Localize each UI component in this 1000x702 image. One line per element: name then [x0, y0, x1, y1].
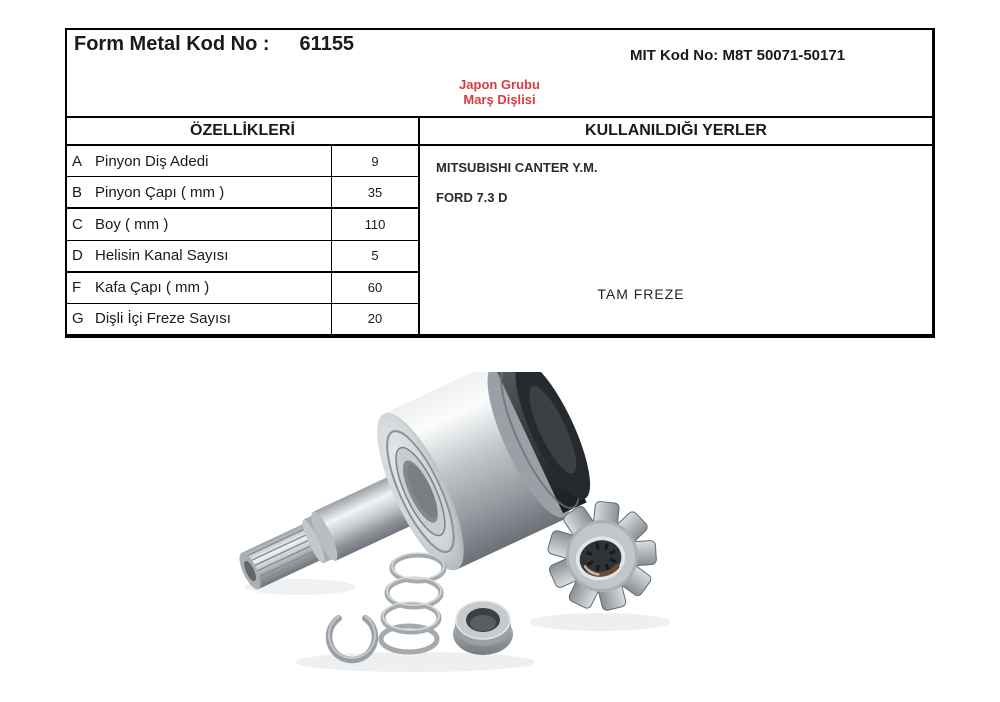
- row-value: 9: [331, 146, 418, 176]
- features-header: ÖZELLİKLERİ: [67, 118, 420, 144]
- row-label: Boy ( mm ): [95, 215, 169, 233]
- coil-spring-illustration: [381, 553, 444, 652]
- bendix-drive-illustration: [230, 372, 608, 652]
- row-label: Helisin Kanal Sayısı: [95, 247, 229, 265]
- table-row: [67, 241, 418, 273]
- form-metal-code-value: 61155: [299, 33, 355, 55]
- row-key: B: [72, 183, 83, 201]
- table-row: [67, 177, 418, 209]
- machining-note: TAM FREZE: [597, 286, 685, 302]
- row-label: Pinyon Çapı ( mm ): [95, 183, 225, 201]
- row-value: 60: [331, 273, 418, 303]
- application-item: FORD 7.3 D: [436, 190, 508, 205]
- product-group-line1: Japon Grubu: [459, 77, 540, 92]
- mit-code: MIT Kod No: M8T 50071-50171: [629, 47, 846, 64]
- product-photo: [230, 372, 690, 692]
- table-header-zone: [67, 30, 932, 118]
- row-label: Pinyon Diş Adedi: [95, 152, 209, 170]
- applications-cell: [420, 146, 932, 334]
- row-label: Kafa Çapı ( mm ): [95, 279, 210, 297]
- applications-header: KULLANILDIĞI YERLER: [585, 122, 767, 139]
- product-group-line2: Marş Dişlisi: [463, 92, 536, 107]
- table-row: [67, 209, 418, 240]
- row-key: A: [72, 152, 83, 170]
- features-column: [67, 146, 420, 334]
- column-headers: [67, 118, 932, 146]
- table-row: [67, 273, 418, 304]
- row-label: Dişli İçi Freze Sayısı: [95, 310, 231, 328]
- form-metal-code: [74, 33, 354, 56]
- stop-collar-illustration: [453, 601, 513, 655]
- product-group: [67, 77, 932, 107]
- row-key: C: [72, 215, 83, 233]
- table-row: [67, 146, 418, 177]
- row-value: 5: [331, 241, 418, 271]
- row-key: G: [72, 310, 84, 328]
- table-body: [67, 146, 932, 334]
- row-key: D: [72, 247, 83, 265]
- row-value: 20: [331, 304, 418, 334]
- row-key: F: [72, 279, 82, 297]
- row-value: 35: [331, 177, 418, 207]
- spec-table: [65, 28, 935, 338]
- row-value: 110: [331, 209, 418, 239]
- application-item: MITSUBISHI CANTER Y.M.: [436, 160, 598, 175]
- form-metal-code-label: Form Metal Kod No :: [74, 33, 270, 55]
- table-row: [67, 304, 418, 334]
